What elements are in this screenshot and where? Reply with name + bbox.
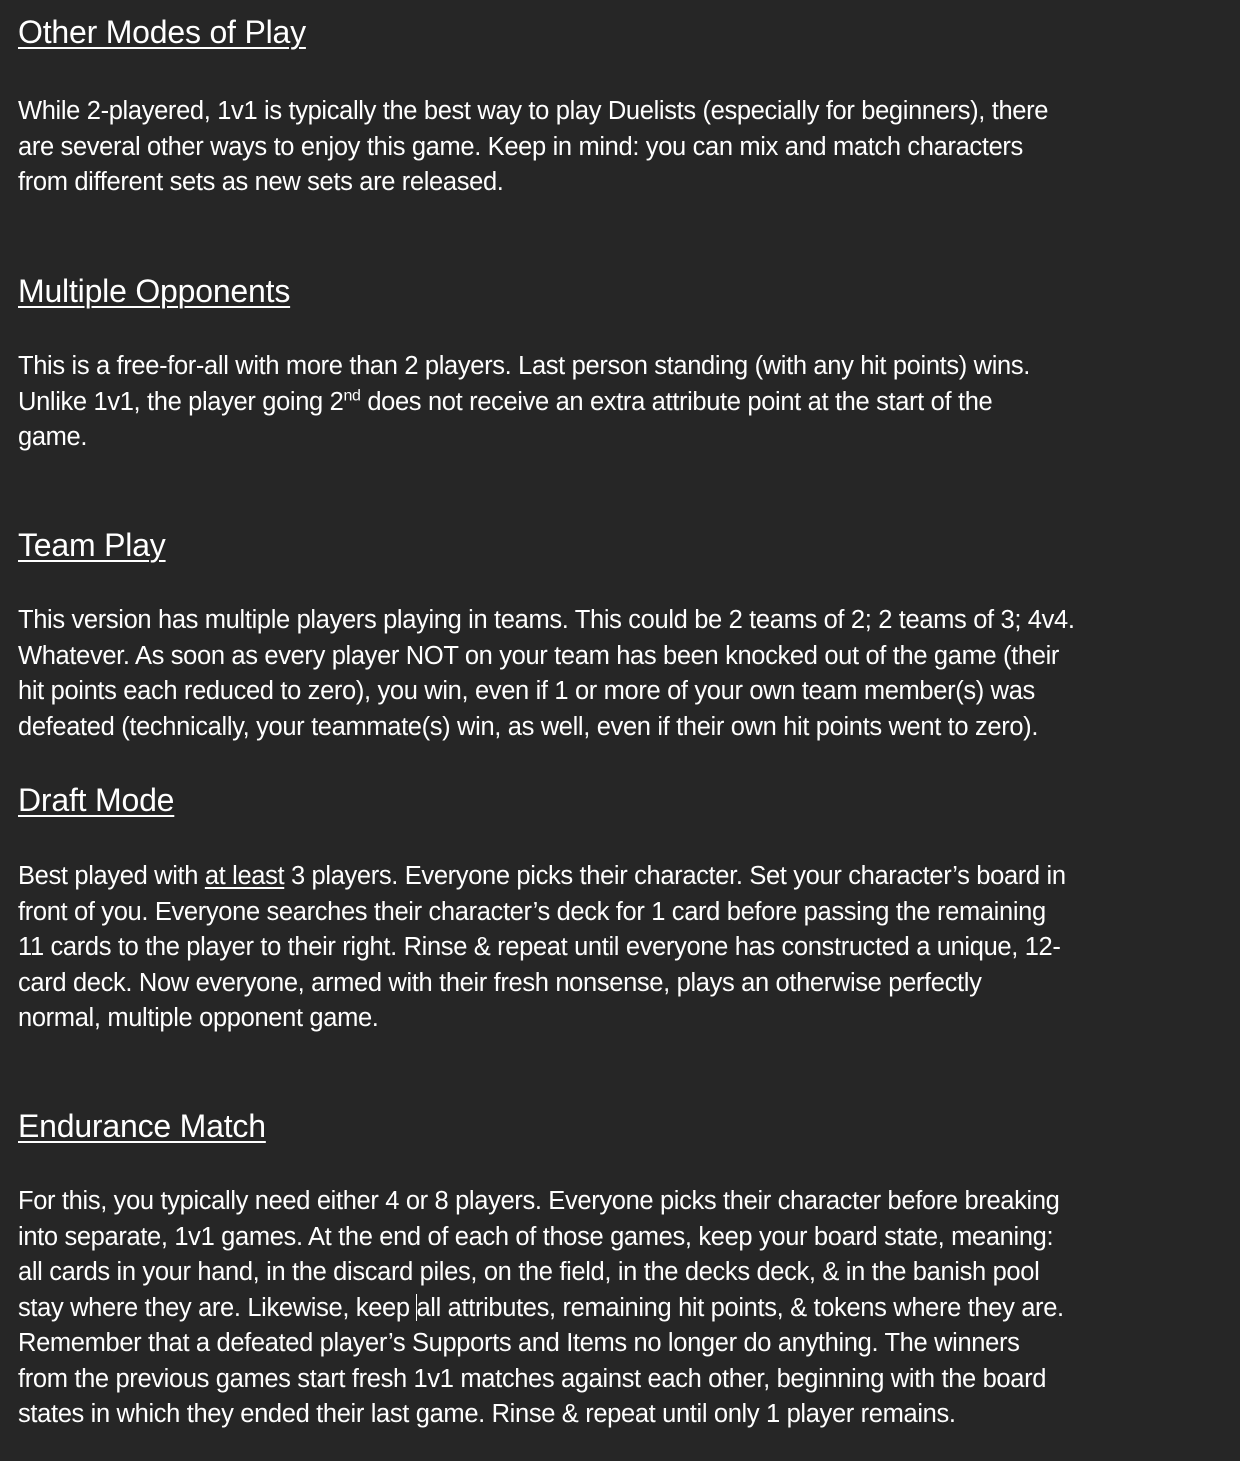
text-segment: does not receive an extra attribute point at the start of the <box>360 387 993 416</box>
text-line: from the previous games start fresh 1v1 matches against each other, beginning with the board <box>18 1364 1047 1393</box>
text-line: all cards in your hand, in the discard piles, on the field, in the decks deck, & in the banish pool <box>18 1258 1040 1286</box>
underlined-text: at least <box>204 862 285 890</box>
text-line: normal, multiple opponent game. <box>18 1004 379 1032</box>
heading-other-modes-of-play: Other Modes of Play <box>18 14 306 50</box>
text-segment: stay where they are. Likewise, keep <box>18 1293 417 1322</box>
text-line: states in which they ended their last game. Rinse & repeat until only 1 player remains. <box>18 1400 956 1428</box>
text-line: 11 cards to the player to their right. Rinse & repeat until everyone has constructed a unique, 12- <box>18 933 1061 961</box>
superscript-ordinal: nd <box>343 387 361 404</box>
text-line: are several other ways to enjoy this game. Keep in mind: you can mix and match characters <box>18 132 1023 161</box>
text-segment: Best played with <box>18 862 205 890</box>
text-line: While 2-playered, 1v1 is typically the best way to play Duelists (especially for beginners), there <box>18 97 1049 125</box>
text-line: card deck. Now everyone, armed with their fresh nonsense, plays an otherwise perfectly <box>18 968 982 997</box>
text-line <box>18 1291 1233 1327</box>
paragraph-multiple-opponents <box>18 349 1233 456</box>
text-line: from different sets as new sets are released. <box>18 168 504 196</box>
heading-draft-mode: Draft Mode <box>18 782 175 818</box>
text-line <box>18 859 1233 895</box>
text-line <box>18 385 1233 421</box>
text-segment: Unlike 1v1, the player going 2 <box>18 387 344 416</box>
text-line: Whatever. As soon as every player NOT on your team has been knocked out of the game (their <box>18 641 1060 670</box>
paragraph-endurance-match <box>18 1184 1233 1433</box>
paragraph-draft-mode <box>18 859 1233 1037</box>
paragraph-team-play <box>18 603 1233 745</box>
text-line: For this, you typically need either 4 or 8 players. Everyone picks their character before breaking <box>18 1187 1060 1215</box>
text-line: defeated (technically, your teammate(s) win, as well, even if their own hit points went to zero). <box>18 712 1039 741</box>
text-segment: 3 players. Everyone picks their character. Set your character’s board in <box>284 862 1066 890</box>
text-line: This is a free-for-all with more than 2 players. Last person standing (with any hit points) wins. <box>18 352 1031 380</box>
text-line: front of you. Everyone searches their character’s deck for 1 card before passing the remaining <box>18 897 1046 926</box>
text-line: game. <box>18 423 88 451</box>
text-line: Remember that a defeated player’s Supports and Items no longer do anything. The winners <box>18 1329 1020 1357</box>
text-segment: all attributes, remaining hit points, & tokens where they are. <box>416 1293 1064 1322</box>
text-line: hit points each reduced to zero), you win, even if 1 or more of your own team member(s) was <box>18 677 1035 705</box>
text-line: into separate, 1v1 games. At the end of each of those games, keep your board state, meaning: <box>18 1222 1054 1251</box>
paragraph-intro <box>18 94 1233 201</box>
heading-multiple-opponents: Multiple Opponents <box>18 273 291 309</box>
heading-endurance-match: Endurance Match <box>18 1108 266 1144</box>
heading-team-play: Team Play <box>18 527 166 563</box>
text-line: This version has multiple players playing in teams. This could be 2 teams of 2; 2 teams of 3; 4v4. <box>18 606 1075 634</box>
